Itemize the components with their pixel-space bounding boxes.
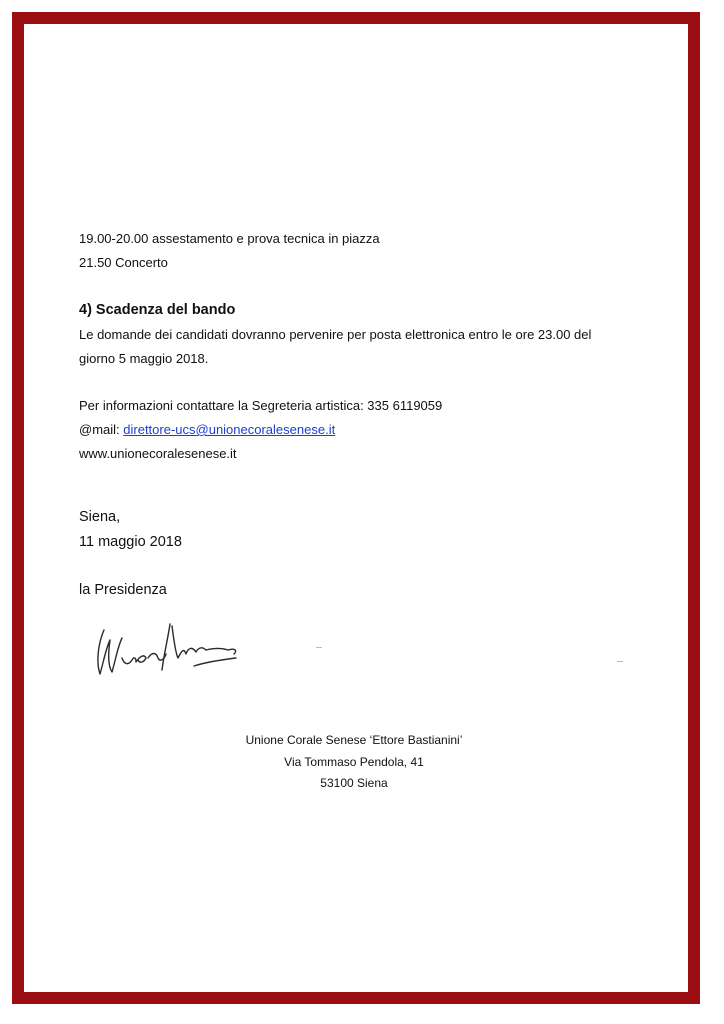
contact-info: Per informazioni contattare la Segreteria artistica: 335 6119059 [79, 398, 443, 413]
mail-label: @mail: [79, 422, 124, 437]
scan-speck [617, 661, 623, 662]
footer-org: Unione Corale Senese ‘Ettore Bastianini’ [245, 733, 463, 747]
footer-city: 53100 Siena [320, 776, 388, 790]
scan-speck [316, 647, 322, 648]
deadline-heading: 4) Scadenza del bando [79, 302, 236, 318]
deadline-line-2: giorno 5 maggio 2018. [79, 351, 209, 366]
page-border [12, 12, 700, 1004]
signature-image [94, 618, 254, 680]
schedule-line-1: 19.00-20.00 assestamento e prova tecnica in piazza [79, 231, 380, 246]
footer-address: Via Tommaso Pendola, 41 [284, 755, 424, 769]
closing-city: Siena, [79, 509, 121, 525]
schedule-line-2: 21.50 Concerto [79, 255, 168, 270]
closing-date: 11 maggio 2018 [79, 534, 182, 550]
email-link[interactable]: direttore-ucs@unionecoralesenese.it [123, 422, 336, 437]
contact-mail-row [79, 422, 335, 438]
signatory: la Presidenza [79, 582, 167, 598]
website-text: www.unionecoralesenese.it [79, 446, 237, 461]
deadline-line-1: Le domande dei candidati dovranno pervenire per posta elettronica entro le ore 23.00 del [79, 327, 592, 342]
